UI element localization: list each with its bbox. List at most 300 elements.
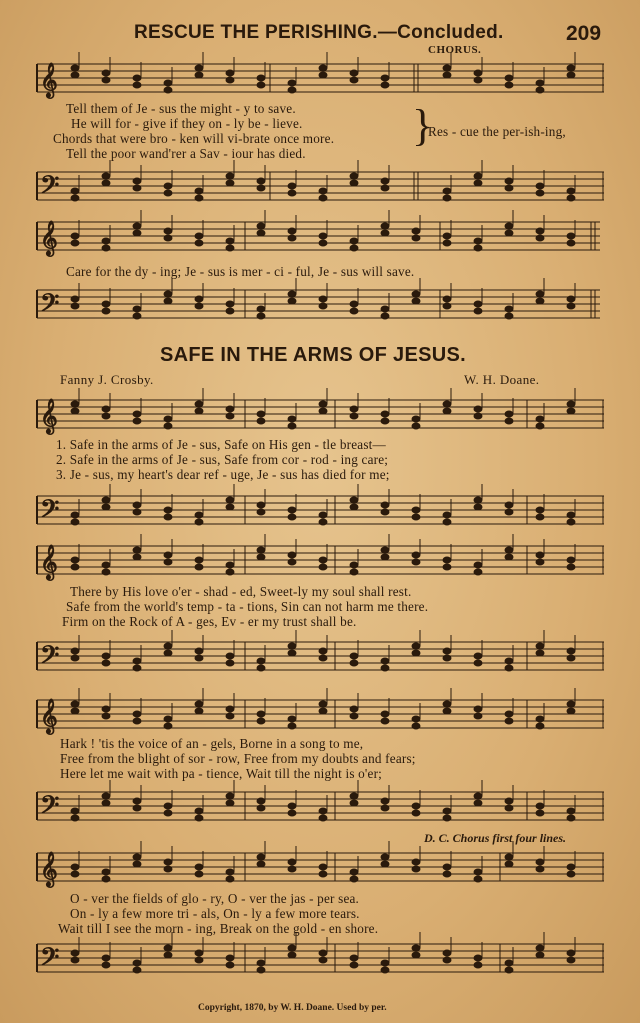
note-head [381, 185, 389, 191]
note-head [195, 401, 203, 407]
note-head [567, 871, 575, 877]
note-head [164, 716, 172, 722]
note-head [443, 233, 451, 239]
note-head [133, 411, 141, 417]
note-head [226, 497, 234, 503]
note-head [443, 519, 451, 525]
note-head [164, 291, 172, 297]
note-head [350, 955, 358, 961]
note-head [505, 223, 513, 229]
note-head [195, 655, 203, 661]
note-head [257, 75, 265, 81]
note-head [195, 303, 203, 309]
note-head [381, 230, 389, 236]
note-head [71, 296, 79, 302]
note-head [536, 859, 544, 865]
note-head [133, 75, 141, 81]
note-head [102, 70, 110, 76]
note-head [350, 497, 358, 503]
note-head [195, 233, 203, 239]
note-head [133, 554, 141, 560]
note-head [257, 178, 265, 184]
note-head [319, 296, 327, 302]
note-head [319, 864, 327, 870]
note-head [505, 658, 513, 664]
note-head [319, 303, 327, 309]
note-head [350, 308, 358, 314]
note-head [350, 876, 358, 882]
note-head [195, 708, 203, 714]
note-head [288, 298, 296, 304]
note-head [71, 864, 79, 870]
note-head [443, 296, 451, 302]
note-head [133, 798, 141, 804]
note-head [226, 800, 234, 806]
note-head [257, 554, 265, 560]
note-head [133, 665, 141, 671]
note-head [505, 554, 513, 560]
note-head [505, 960, 513, 966]
note-head [71, 188, 79, 194]
note-head [474, 962, 482, 968]
note-head [288, 416, 296, 422]
note-head [226, 653, 234, 659]
note-head [164, 298, 172, 304]
note-head [443, 864, 451, 870]
note-head [257, 718, 265, 724]
note-head [381, 223, 389, 229]
note-head [381, 509, 389, 515]
note-head [288, 552, 296, 558]
note-head [350, 245, 358, 251]
note-head [381, 798, 389, 804]
note-head [288, 235, 296, 241]
note-head [381, 411, 389, 417]
note-head [443, 815, 451, 821]
note-head [350, 406, 358, 412]
note-head [319, 512, 327, 518]
note-head [350, 238, 358, 244]
note-head [443, 871, 451, 877]
note-head [350, 800, 358, 806]
note-head [133, 960, 141, 966]
hymn2-s1-line-1: 1. Safe in the arms of Je - sus, Safe on His gen - tle breast— [56, 437, 386, 452]
note-head [257, 711, 265, 717]
note-head [133, 861, 141, 867]
note-head [133, 805, 141, 811]
note-head [474, 308, 482, 314]
note-head [133, 854, 141, 860]
note-head [536, 298, 544, 304]
note-head [381, 306, 389, 312]
note-head [536, 190, 544, 196]
note-head [102, 793, 110, 799]
note-head [350, 70, 358, 76]
note-head [505, 411, 513, 417]
note-head [195, 512, 203, 518]
note-head [350, 301, 358, 307]
note-head [71, 512, 79, 518]
note-head [505, 502, 513, 508]
note-head [381, 854, 389, 860]
note-head [195, 950, 203, 956]
note-head [195, 240, 203, 246]
note-head [71, 815, 79, 821]
note-head [195, 72, 203, 78]
note-head [505, 861, 513, 867]
note-head [102, 653, 110, 659]
note-head [474, 301, 482, 307]
note-head [133, 502, 141, 508]
note-head [133, 658, 141, 664]
note-head [536, 291, 544, 297]
hymn1-verse-line-4: Tell the poor wand'rer a Sav - iour has died. [66, 146, 306, 161]
note-head [71, 871, 79, 877]
note-head [536, 650, 544, 656]
note-head [443, 655, 451, 661]
note-head [505, 178, 513, 184]
note-head [443, 72, 451, 78]
treble-clef: 𝄞 [40, 399, 58, 434]
note-head [195, 808, 203, 814]
note-head [505, 82, 513, 88]
treble-clef: 𝄞 [40, 221, 58, 256]
note-head [164, 552, 172, 558]
note-head [505, 306, 513, 312]
note-head [474, 793, 482, 799]
note-head [226, 301, 234, 307]
note-head [567, 808, 575, 814]
note-head [133, 178, 141, 184]
note-head [257, 665, 265, 671]
note-head [567, 519, 575, 525]
hymn2-s4-line-1: O - ver the fields of glo - ry, O - ver the jas - per sea. [70, 891, 360, 906]
note-head [412, 507, 420, 513]
hymn2-s3-line-3: Here let me wait with pa - tience, Wait till the night is o'er; [60, 766, 383, 781]
dc-chorus-note: D. C. Chorus first four lines. [424, 831, 567, 845]
note-head [195, 871, 203, 877]
note-head [288, 810, 296, 816]
note-head [257, 82, 265, 88]
note-head [195, 195, 203, 201]
note-head [257, 967, 265, 973]
note-head [164, 507, 172, 513]
note-head [195, 188, 203, 194]
note-head [226, 70, 234, 76]
note-head [226, 876, 234, 882]
note-head [350, 180, 358, 186]
note-head [505, 805, 513, 811]
note-head [288, 650, 296, 656]
note-head [226, 308, 234, 314]
note-head [71, 655, 79, 661]
page-number: 209 [566, 22, 602, 45]
note-head [319, 655, 327, 661]
note-head [133, 711, 141, 717]
note-head [567, 233, 575, 239]
note-head [288, 183, 296, 189]
note-head [474, 413, 482, 419]
note-head [164, 80, 172, 86]
note-head [350, 77, 358, 83]
hymn2-s2-line-2: Safe from the world's temp - ta - tions, Sin can not harm me there. [66, 599, 429, 614]
note-head [536, 810, 544, 816]
note-head [567, 564, 575, 570]
note-head [350, 793, 358, 799]
note-head [381, 665, 389, 671]
note-head [195, 564, 203, 570]
note-head [288, 716, 296, 722]
note-head [412, 514, 420, 520]
hymn2-title: SAFE IN THE ARMS OF JESUS. [160, 344, 466, 366]
bass-clef: 𝄢 [40, 171, 60, 206]
note-head [133, 223, 141, 229]
note-head [257, 418, 265, 424]
note-head [567, 195, 575, 201]
note-head [133, 718, 141, 724]
note-head [412, 945, 420, 951]
note-head [412, 803, 420, 809]
note-head [71, 240, 79, 246]
note-head [102, 569, 110, 575]
note-head [71, 957, 79, 963]
note-head [474, 569, 482, 575]
note-head [226, 562, 234, 568]
note-head [71, 72, 79, 78]
note-head [412, 235, 420, 241]
note-head [536, 952, 544, 958]
note-head [133, 967, 141, 973]
note-head [226, 706, 234, 712]
hymn2-s3-line-2: Free from the blight of sor - row, Free from my doubts and fears; [60, 751, 416, 766]
note-head [505, 967, 513, 973]
note-head [536, 803, 544, 809]
note-head [567, 864, 575, 870]
note-head [288, 723, 296, 729]
note-head [567, 303, 575, 309]
note-head [226, 245, 234, 251]
note-head [505, 230, 513, 236]
note-head [257, 306, 265, 312]
note-head [567, 655, 575, 661]
note-head [443, 303, 451, 309]
note-head [536, 552, 544, 558]
note-head [288, 803, 296, 809]
note-head [412, 228, 420, 234]
note-head [381, 805, 389, 811]
treble-clef: 𝄞 [40, 699, 58, 734]
hymn1-chorus-line: Res - cue the per-ish-ing, [428, 124, 566, 139]
note-head [443, 240, 451, 246]
note-head [319, 401, 327, 407]
note-head [226, 869, 234, 875]
note-head [412, 723, 420, 729]
note-head [381, 82, 389, 88]
note-head [381, 967, 389, 973]
note-head [102, 245, 110, 251]
note-head [536, 866, 544, 872]
note-head [350, 504, 358, 510]
note-head [474, 70, 482, 76]
note-head [350, 653, 358, 659]
note-head [443, 65, 451, 71]
hymn1-verse-line-3: Chords that were bro - ken will vi-brate once more. [53, 131, 335, 146]
note-head [536, 559, 544, 565]
note-head [567, 708, 575, 714]
note-head [412, 643, 420, 649]
note-head [257, 313, 265, 319]
note-head [536, 514, 544, 520]
note-head [257, 861, 265, 867]
note-head [443, 188, 451, 194]
note-head [102, 301, 110, 307]
note-head [164, 803, 172, 809]
note-head [164, 866, 172, 872]
note-head [133, 418, 141, 424]
note-head [505, 718, 513, 724]
note-head [319, 815, 327, 821]
note-head [164, 559, 172, 565]
note-head [71, 519, 79, 525]
hymn2-s2-line-1: There by His love o'er - shad - ed, Sweet-ly my soul shall rest. [70, 584, 412, 599]
note-head [102, 497, 110, 503]
note-head [474, 504, 482, 510]
note-head [381, 178, 389, 184]
note-head [164, 650, 172, 656]
note-head [195, 815, 203, 821]
note-head [505, 509, 513, 515]
note-head [536, 235, 544, 241]
note-head [536, 80, 544, 86]
note-head [133, 509, 141, 515]
note-head [164, 423, 172, 429]
note-head [381, 658, 389, 664]
note-head [505, 711, 513, 717]
note-head [381, 418, 389, 424]
note-head [319, 648, 327, 654]
note-head [474, 173, 482, 179]
note-head [381, 861, 389, 867]
note-head [71, 564, 79, 570]
note-head [257, 854, 265, 860]
note-head [102, 955, 110, 961]
note-head [474, 713, 482, 719]
note-head [102, 308, 110, 314]
note-head [226, 962, 234, 968]
note-head [226, 713, 234, 719]
note-head [288, 87, 296, 93]
note-head [164, 87, 172, 93]
note-head [164, 228, 172, 234]
note-head [164, 859, 172, 865]
note-head [257, 411, 265, 417]
note-head [288, 866, 296, 872]
note-head [505, 418, 513, 424]
hymn2-s1-line-3: 3. Je - sus, my heart's dear ref - uge, Je - sus has died for me; [56, 467, 390, 482]
note-head [257, 502, 265, 508]
note-head [164, 416, 172, 422]
note-head [412, 559, 420, 565]
copyright-line: Copyright, 1870, by W. H. Doane. Used by per. [198, 1003, 387, 1013]
note-head [319, 708, 327, 714]
note-head [71, 408, 79, 414]
hymn1-verse-line-2: He will for - give if they on - ly be - lieve. [71, 116, 303, 131]
note-head [102, 800, 110, 806]
note-head [288, 291, 296, 297]
chorus-label: CHORUS. [428, 44, 482, 56]
note-head [102, 876, 110, 882]
note-head [71, 701, 79, 707]
note-head [567, 950, 575, 956]
note-head [226, 793, 234, 799]
note-head [133, 313, 141, 319]
note-head [536, 507, 544, 513]
note-head [443, 408, 451, 414]
note-head [505, 854, 513, 860]
note-head [412, 859, 420, 865]
note-head [350, 569, 358, 575]
bass-clef: 𝄢 [40, 495, 60, 530]
note-head [567, 408, 575, 414]
note-head [412, 650, 420, 656]
verse-brace: } [412, 101, 434, 150]
note-head [257, 798, 265, 804]
note-head [443, 708, 451, 714]
note-head [567, 957, 575, 963]
hymn2-s1-line-2: 2. Safe in the arms of Je - sus, Safe from cor - rod - ing care; [56, 452, 389, 467]
note-head [536, 87, 544, 93]
hymn2-composer: W. H. Doane. [464, 372, 540, 387]
note-head [226, 569, 234, 575]
note-head [350, 962, 358, 968]
note-head [443, 557, 451, 563]
note-head [505, 665, 513, 671]
note-head [381, 554, 389, 560]
note-head [350, 869, 358, 875]
note-head [381, 718, 389, 724]
note-head [567, 188, 575, 194]
note-head [505, 313, 513, 319]
note-head [505, 798, 513, 804]
note-head [164, 643, 172, 649]
note-head [71, 195, 79, 201]
hymn2-author: Fanny J. Crosby. [60, 372, 154, 387]
hymn2-s4-line-2: On - ly a few more tri - als, On - ly a few more tears. [70, 906, 360, 921]
note-head [474, 800, 482, 806]
note-head [226, 406, 234, 412]
note-head [443, 564, 451, 570]
note-head [288, 80, 296, 86]
note-head [350, 706, 358, 712]
note-head [257, 230, 265, 236]
note-head [257, 805, 265, 811]
note-head [102, 413, 110, 419]
note-head [536, 716, 544, 722]
note-head [443, 808, 451, 814]
hymn1-system2-line: Care for the dy - ing; Je - sus is mer - ci - ful, Je - sus will save. [66, 264, 415, 279]
note-head [164, 723, 172, 729]
note-head [71, 557, 79, 563]
note-head [474, 955, 482, 961]
hymn2-s4-line-3: Wait till I see the morn - ing, Break on the gold - en shore. [58, 921, 379, 936]
note-head [133, 185, 141, 191]
note-head [102, 238, 110, 244]
note-head [319, 564, 327, 570]
note-head [288, 643, 296, 649]
note-head [350, 173, 358, 179]
note-head [443, 648, 451, 654]
note-head [195, 557, 203, 563]
